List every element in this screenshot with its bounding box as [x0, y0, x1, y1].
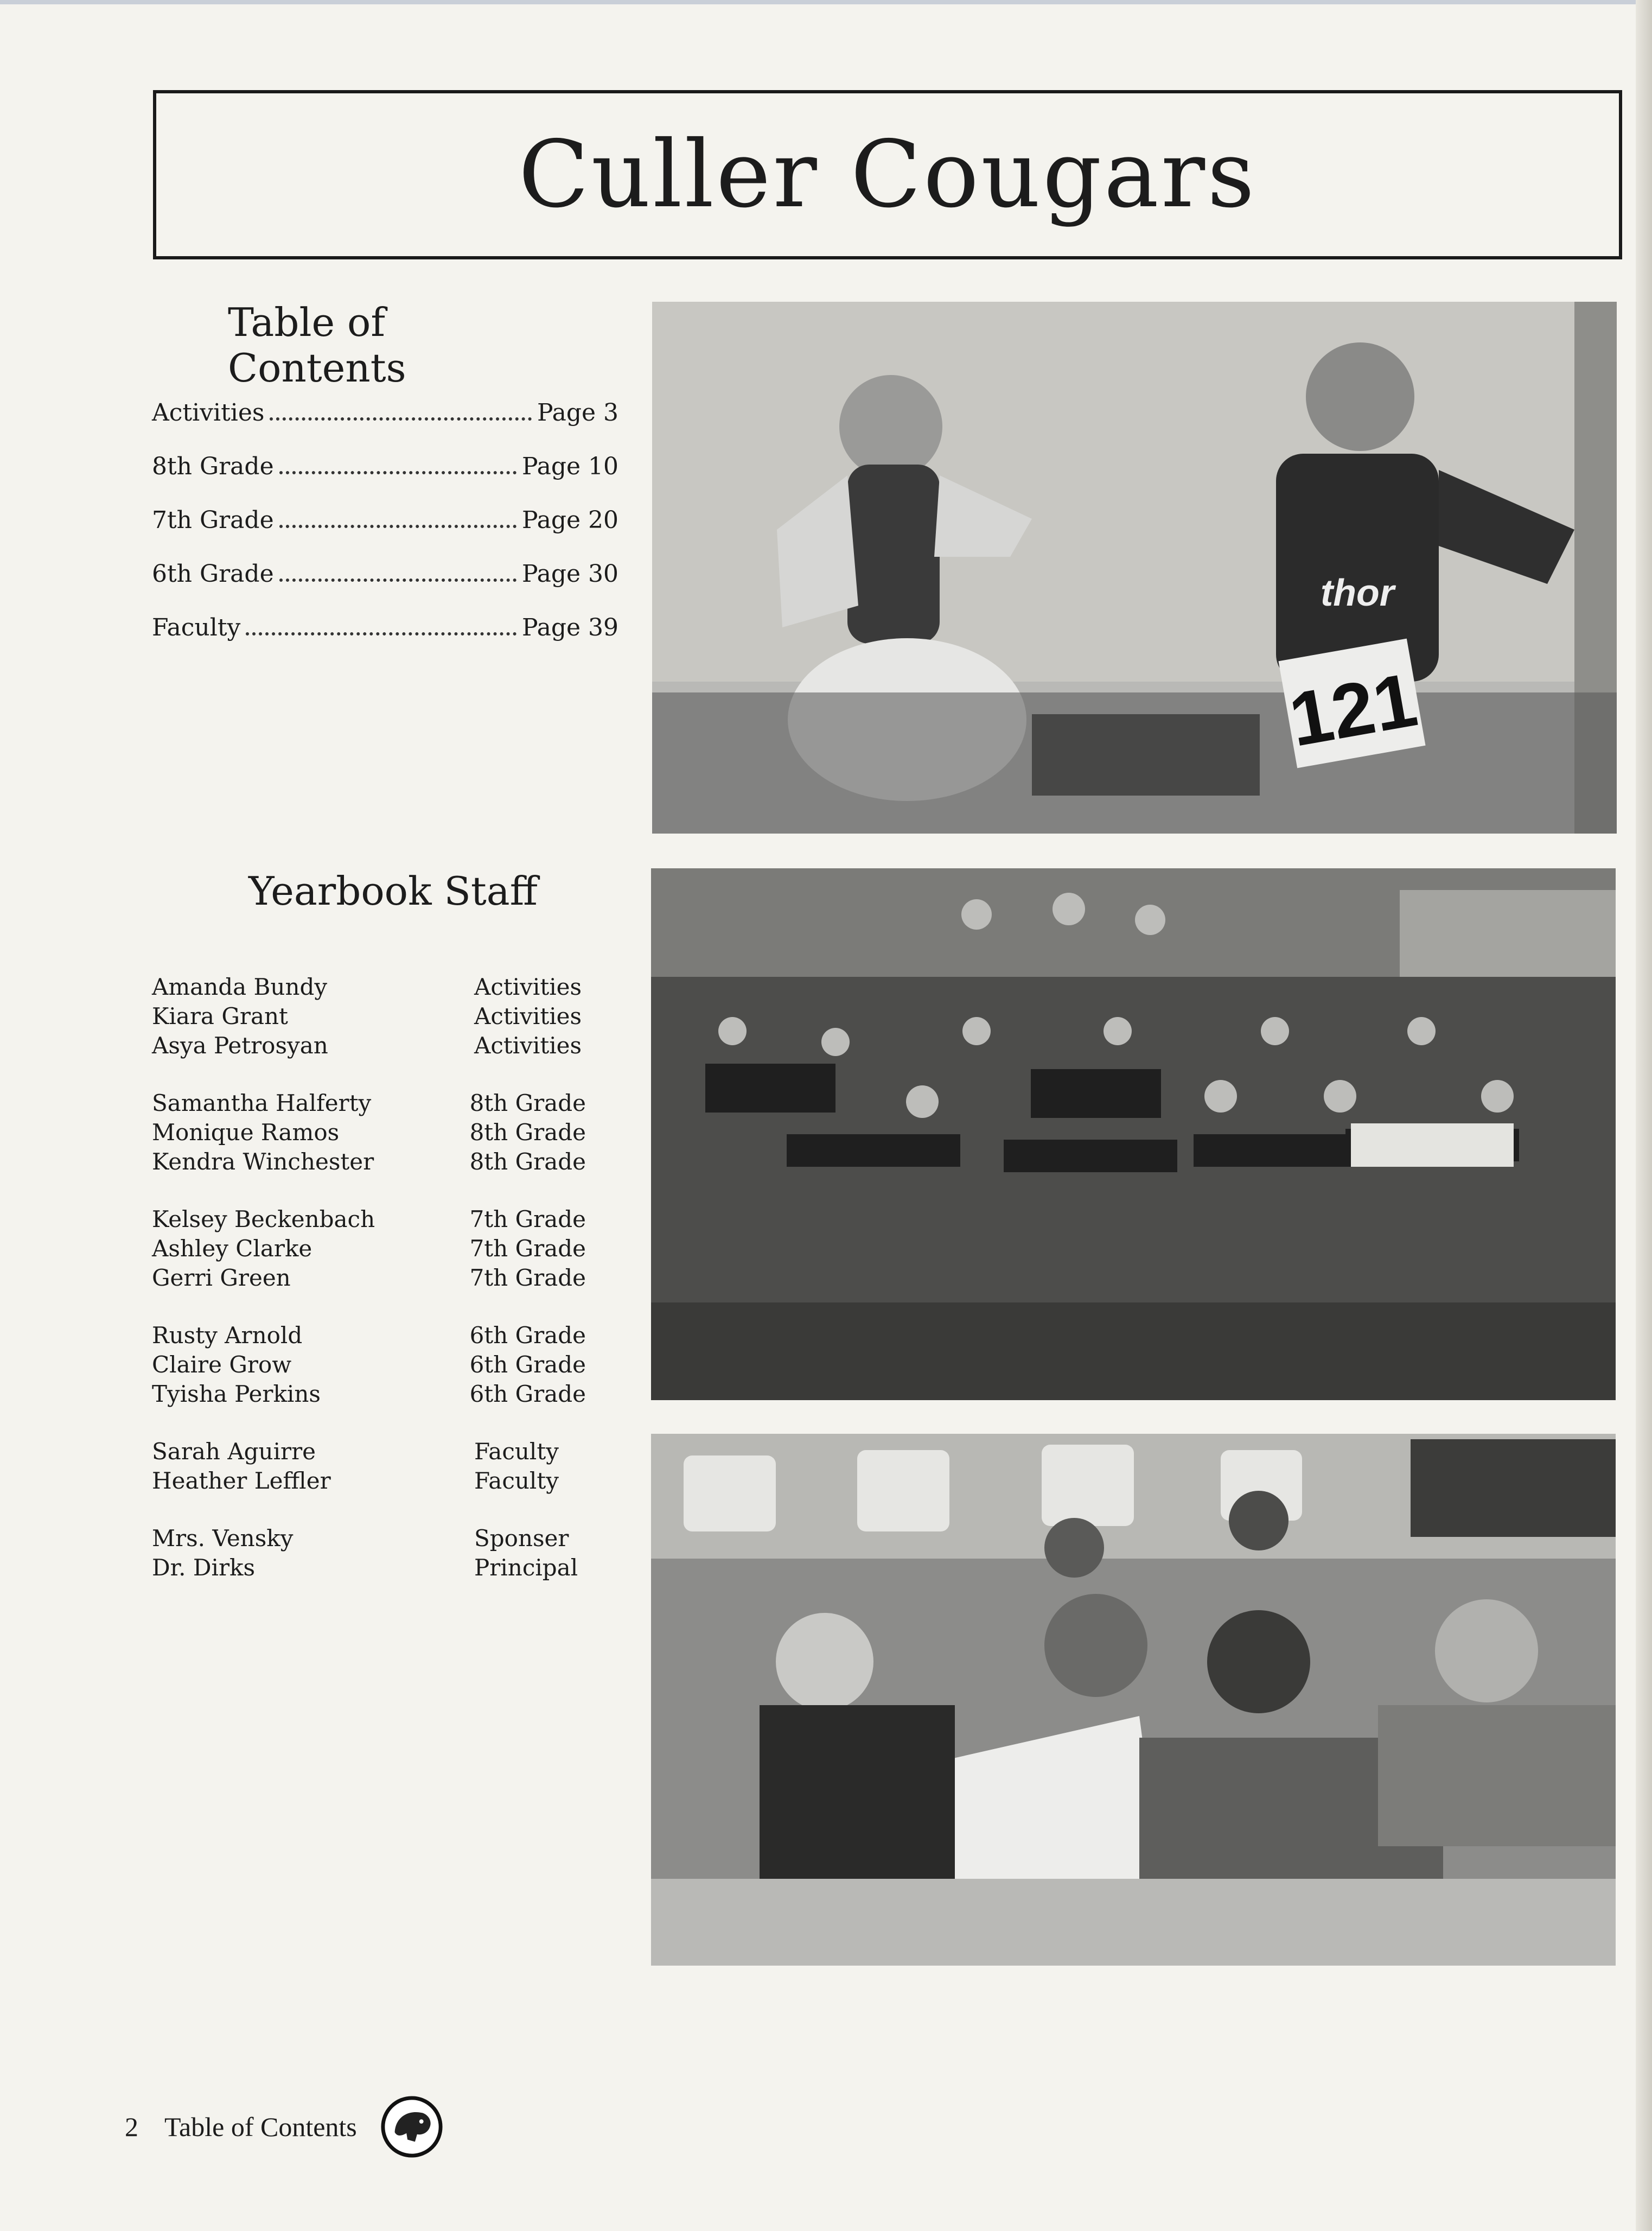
staff-role: Faculty: [474, 1467, 559, 1494]
staff-heading: Yearbook Staff: [248, 868, 538, 914]
toc-entry: [152, 614, 618, 668]
toc-entry: [152, 560, 618, 614]
staff-name: Claire Grow: [152, 1351, 292, 1378]
page-top-edge: [0, 0, 1652, 4]
toc-entry-label: 8th Grade: [152, 453, 274, 480]
staff-member: [152, 1234, 586, 1263]
toc-entry-page: Page 39: [521, 614, 618, 641]
staff-role: 6th Grade: [469, 1381, 586, 1407]
staff-member: [152, 1118, 586, 1147]
toc-entry-label: Faculty: [152, 614, 241, 641]
toc-heading: Table of Contents: [228, 300, 406, 391]
band-class-photo: [651, 868, 1616, 1400]
toc-entry-page: Page 30: [521, 560, 618, 588]
toc-leader-dots: [270, 417, 531, 421]
staff-name: Samantha Halferty: [152, 1090, 372, 1116]
toc-entry-page: Page 3: [537, 399, 618, 427]
page-title: Culler Cougars: [518, 121, 1257, 228]
toc-entry: [152, 399, 618, 453]
staff-role: Activities: [474, 1032, 582, 1059]
staff-member: [152, 1031, 586, 1060]
page-footer: [125, 2095, 444, 2159]
staff-name: Sarah Aguirre: [152, 1438, 316, 1465]
staff-role: 8th Grade: [469, 1148, 586, 1175]
staff-name: Heather Leffler: [152, 1467, 331, 1494]
staff-member: [152, 973, 586, 1002]
toc-entry-label: Activities: [152, 399, 265, 427]
toc-entry-label: 7th Grade: [152, 506, 274, 534]
staff-group: [152, 1524, 586, 1582]
staff-name: Kiara Grant: [152, 1003, 288, 1029]
staff-role: Activities: [474, 1003, 582, 1029]
staff-group: [152, 1089, 586, 1177]
staff-member: [152, 1553, 586, 1582]
staff-name: Amanda Bundy: [152, 974, 328, 1000]
staff-name: Monique Ramos: [152, 1119, 340, 1146]
staff-group: [152, 1437, 586, 1496]
cougar-head-icon: [380, 2095, 444, 2159]
staff-role: Faculty: [474, 1438, 559, 1465]
toc-entry: [152, 506, 618, 560]
footer-section-title: Table of Contents: [164, 2112, 357, 2142]
staff-member: [152, 1002, 586, 1031]
staff-role: 8th Grade: [469, 1119, 586, 1146]
staff-name: Rusty Arnold: [152, 1322, 303, 1349]
staff-member: [152, 1437, 586, 1466]
title-banner: [153, 90, 1622, 259]
staff-member: [152, 1147, 586, 1177]
staff-role: 7th Grade: [469, 1264, 586, 1291]
staff-member: [152, 1350, 586, 1380]
toc-list: [152, 399, 618, 668]
staff-role: 8th Grade: [469, 1090, 586, 1116]
staff-name: Kendra Winchester: [152, 1148, 374, 1175]
staff-role: 6th Grade: [469, 1322, 586, 1349]
staff-group: [152, 1205, 586, 1293]
toc-entry-page: Page 20: [521, 506, 618, 534]
staff-name: Mrs. Vensky: [152, 1525, 294, 1552]
toc-leader-dots: [279, 525, 516, 528]
staff-member: [152, 1205, 586, 1234]
page-number: 2: [125, 2112, 138, 2142]
staff-role: Sponser: [474, 1525, 569, 1552]
staff-role: Principal: [474, 1554, 578, 1581]
staff-group: [152, 973, 586, 1060]
staff-member: [152, 1263, 586, 1293]
toc-leader-dots: [246, 632, 516, 635]
staff-name: Tyisha Perkins: [152, 1381, 321, 1407]
staff-name: Asya Petrosyan: [152, 1032, 328, 1059]
computer-lab-photo: [651, 1434, 1616, 1966]
staff-member: [152, 1524, 586, 1553]
staff-group: [152, 1321, 586, 1409]
toc-leader-dots: [279, 579, 516, 582]
staff-list: [152, 973, 586, 1611]
staff-role: 7th Grade: [469, 1206, 586, 1232]
staff-role: Activities: [474, 974, 582, 1000]
toc-leader-dots: [279, 471, 516, 474]
staff-member: [152, 1089, 586, 1118]
staff-member: [152, 1466, 586, 1496]
staff-member: [152, 1380, 586, 1409]
staff-name: Ashley Clarke: [152, 1235, 312, 1262]
staff-member: [152, 1321, 586, 1350]
staff-name: Dr. Dirks: [152, 1554, 256, 1581]
bike-number-plate: 121: [1283, 656, 1423, 762]
page-binding-edge: [1636, 0, 1652, 2231]
staff-name: Gerri Green: [152, 1264, 291, 1291]
staff-name: Kelsey Beckenbach: [152, 1206, 375, 1232]
staff-role: 6th Grade: [469, 1351, 586, 1378]
toc-entry: [152, 453, 618, 506]
staff-role: 7th Grade: [469, 1235, 586, 1262]
jersey-logo: thor: [1320, 571, 1395, 614]
motocross-photo: [652, 302, 1617, 834]
toc-entry-label: 6th Grade: [152, 560, 274, 588]
toc-entry-page: Page 10: [521, 453, 618, 480]
